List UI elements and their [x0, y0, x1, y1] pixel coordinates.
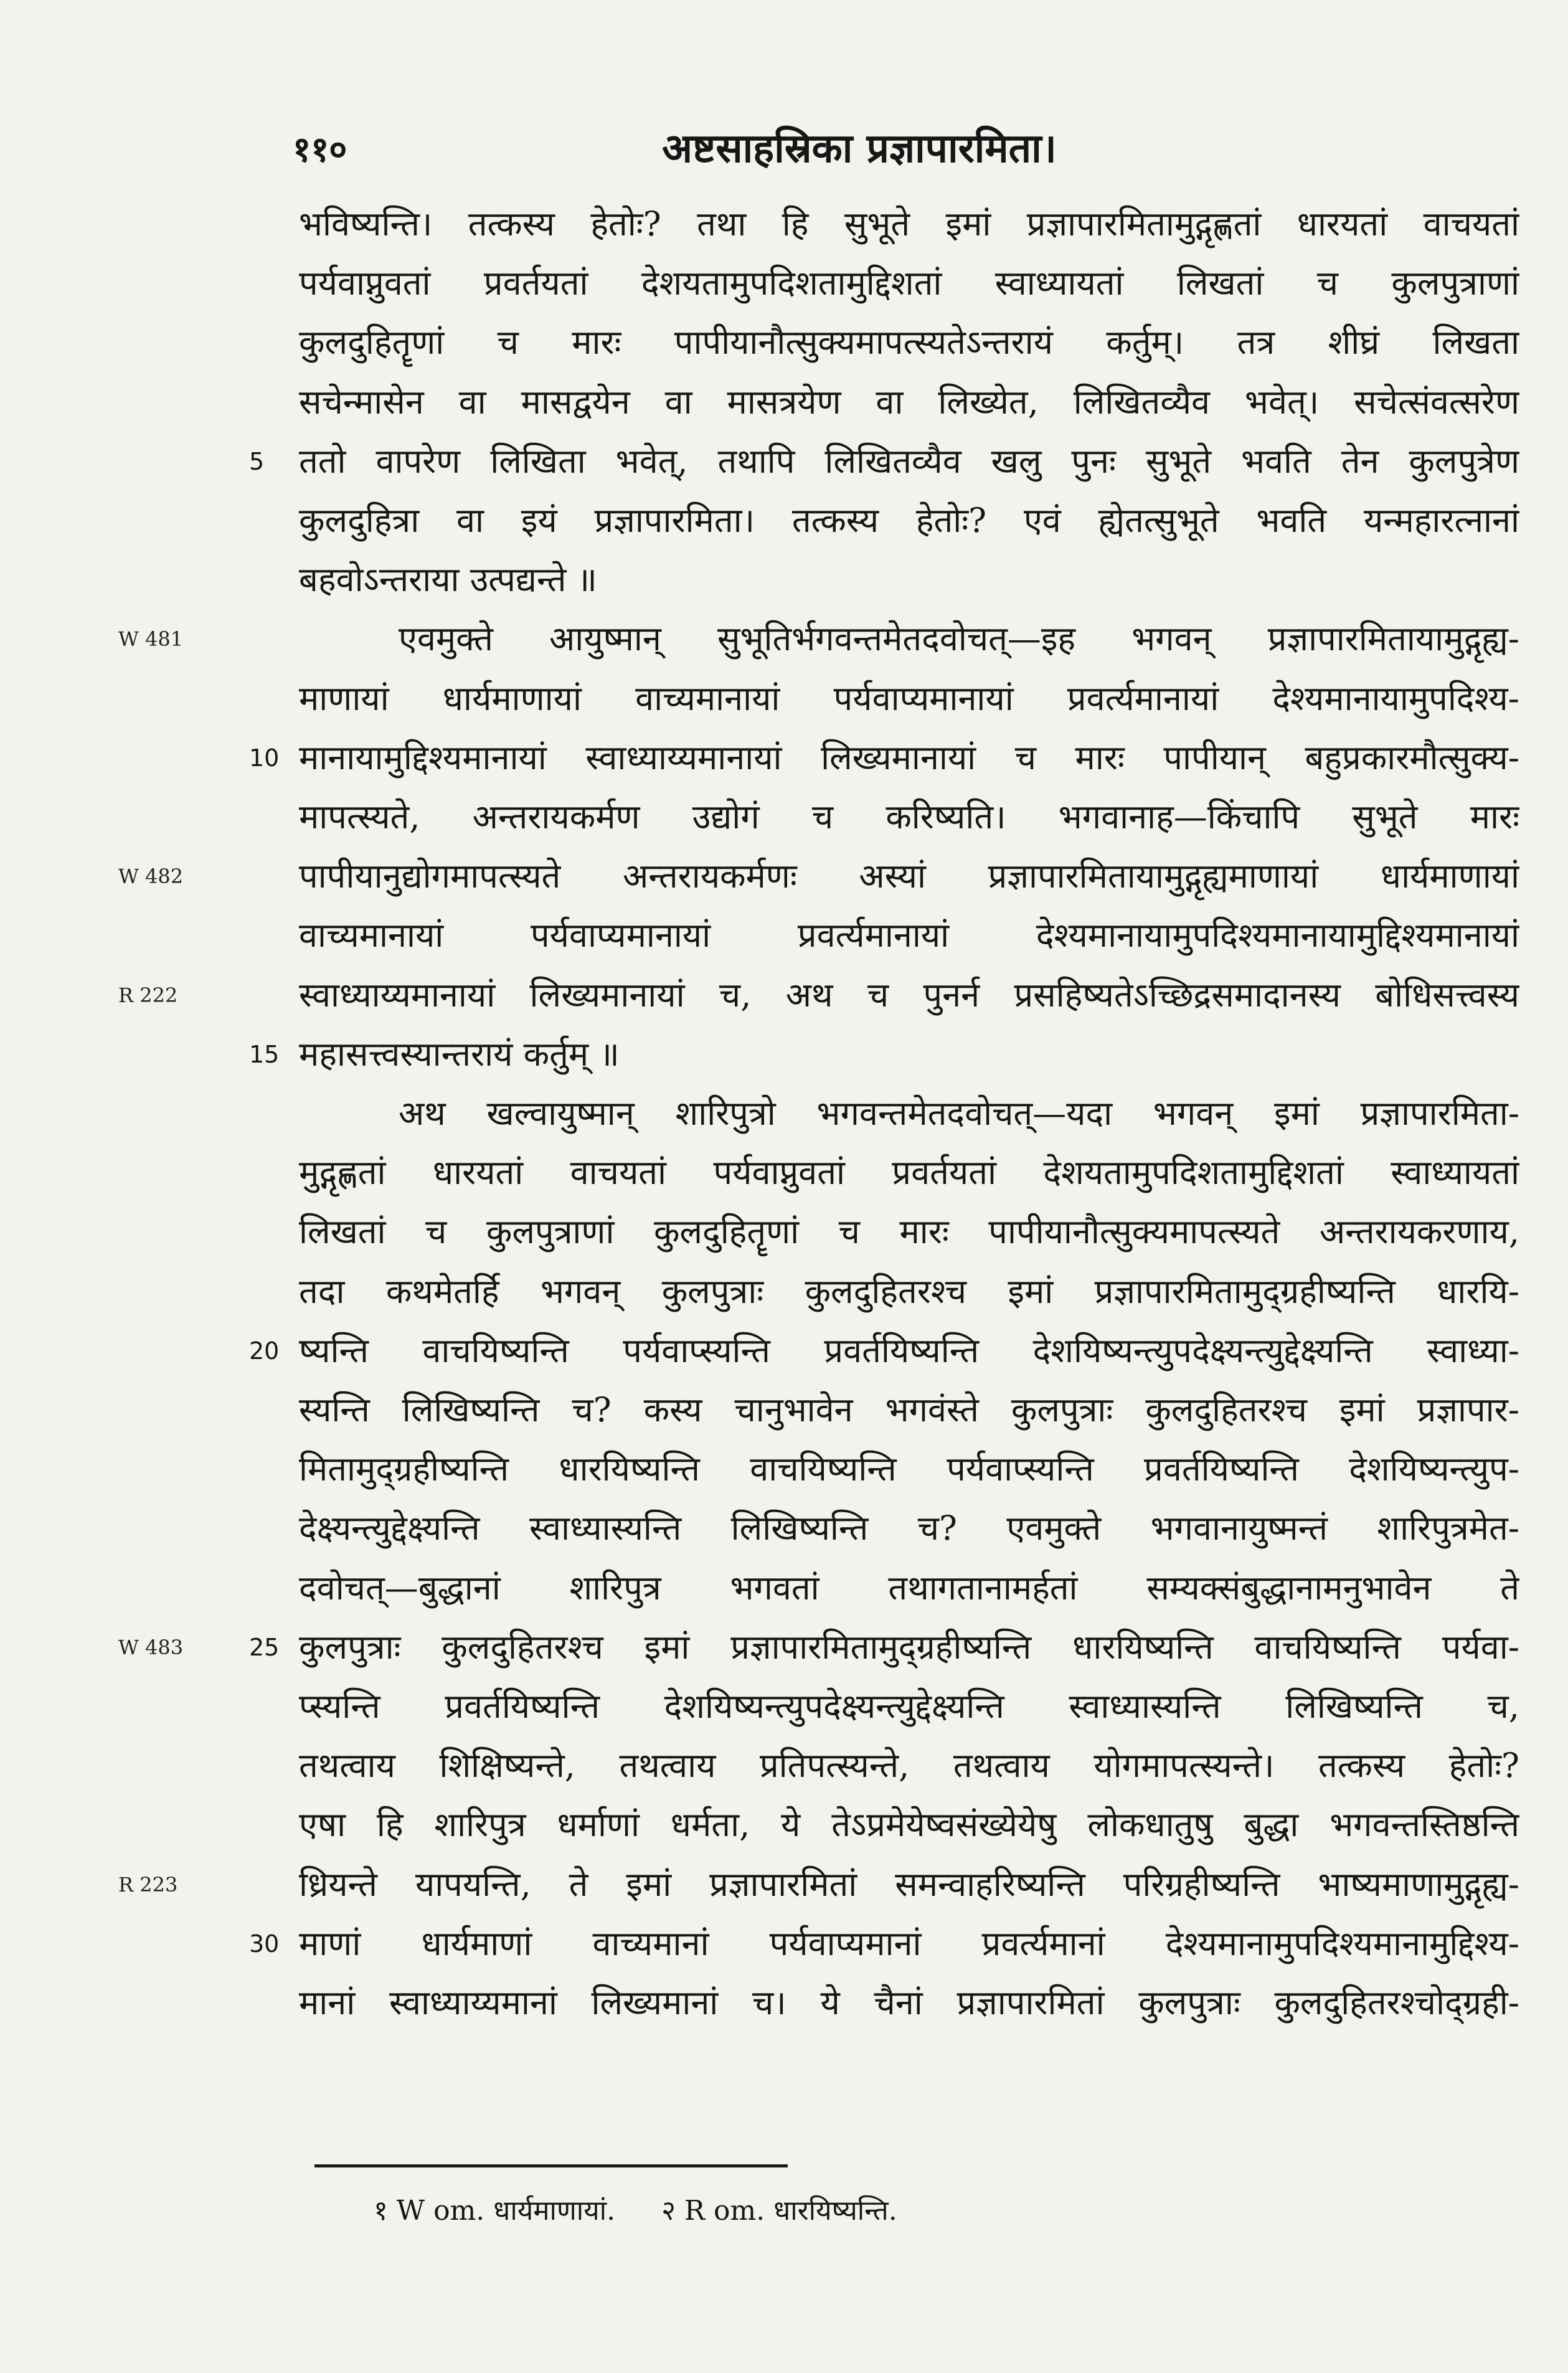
line-number: 30 — [249, 1930, 280, 1958]
text-line: ष्यन्ति वाचयिष्यन्ति पर्यवाप्स्यन्ति प्रवर्तयिष्यन्ति देशयिष्यन्त्युपदेक्ष्यन्त्युद्देक्ष्यन्ति स्वाध्या- — [299, 1331, 1519, 1370]
text-line: अथ खल्वायुष्मान् शारिपुत्रो भगवन्तमेतदवोचत्—यदा भगवन् इमां प्रज्ञापारमिता- — [399, 1094, 1519, 1133]
footnote-divider — [314, 2164, 788, 2167]
text-line: वाच्यमानायां पर्यवाप्यमानायां प्रवर्त्यमानायां देश्यमानायामुपदिश्यमानायामुद्दिश्यमानायां — [299, 916, 1519, 955]
text-line: मानां स्वाध्याय्यमानां लिख्यमानां च। ये चैनां प्रज्ञापारमितां कुलपुत्राः कुलदुहितरश्चोद्ग्रही- — [299, 1983, 1519, 2022]
margin-reference: W 482 — [118, 864, 184, 888]
text-line: देक्ष्यन्त्युद्देक्ष्यन्ति स्वाध्यास्यन्ति लिखिष्यन्ति च? एवमुक्ते भगवानायुष्मन्तं शारिपुत्रमेत- — [299, 1509, 1519, 1548]
line-number: 20 — [249, 1337, 280, 1365]
text-line: पर्यवाप्नुवतां प्रवर्तयतां देशयतामुपदिशतामुद्दिशतां स्वाध्यायतां लिखतां च कुलपुत्राणां — [299, 263, 1519, 303]
text-line: मुद्गृह्णतां धारयतां वाचयतां पर्यवाप्नुवतां प्रवर्तयतां देशयतामुपदिशतामुद्दिशतां स्वाध्यायतां — [299, 1153, 1519, 1192]
line-number: 10 — [249, 744, 280, 772]
text-line: स्यन्ति लिखिष्यन्ति च? कस्य चानुभावेन भगवंस्ते कुलपुत्राः कुलदुहितरश्च इमां प्रज्ञापार- — [299, 1390, 1519, 1429]
footnote: १ W om. धार्यमाणायां. — [374, 2195, 616, 2227]
footnotes — [374, 2183, 1495, 2239]
text-line: दवोचत्—बुद्धानां शारिपुत्र भगवतां तथागतानामर्हतां सम्यक्संबुद्धानामनुभावेन ते — [299, 1568, 1519, 1608]
text-line: मितामुद्ग्रहीष्यन्ति धारयिष्यन्ति वाचयिष्यन्ति पर्यवाप्स्यन्ति प्रवर्तयिष्यन्ति देशयिष्यन्त्युप- — [299, 1449, 1519, 1489]
line-number: 5 — [249, 448, 265, 475]
text-line: कुलपुत्राः कुलदुहितरश्च इमां प्रज्ञापारमितामुद्ग्रहीष्यन्ति धारयिष्यन्ति वाचयिष्यन्ति पर्यवा- — [299, 1627, 1519, 1667]
running-title: अष्टसाहस्रिका प्रज्ञापारमिता। — [662, 125, 1057, 172]
text-line: कुलदुहितॄणां च मारः पापीयानौत्सुक्यमापत्स्यतेऽन्तरायं कर्तुम्। तत्र शीघ्रं लिखता — [299, 323, 1519, 362]
text-line: लिखतां च कुलपुत्राणां कुलदुहितॄणां च मारः पापीयानौत्सुक्यमापत्स्यते अन्तरायकरणाय, — [299, 1212, 1519, 1251]
text-line: कुलदुहित्रा वा इयं प्रज्ञापारमिता। तत्कस्य हेतोः? एवं ह्येतत्सुभूते भवति यन्महारत्नानां — [299, 501, 1519, 540]
text-line: एषा हि शारिपुत्र धर्माणां धर्मता, ये तेऽप्रमेयेष्वसंख्येयेषु लोकधातुषु बुद्धा भगवन्तस्तिष्ठन्ति — [299, 1805, 1519, 1844]
text-line: सचेन्मासेन वा मासद्वयेन वा मासत्रयेण वा लिख्येत, लिखितव्यैव भवेत्। सचेत्संवत्सरेण — [299, 382, 1519, 422]
line-number: 25 — [249, 1634, 280, 1661]
margin-reference: W 483 — [118, 1636, 184, 1659]
text-line: भविष्यन्ति। तत्कस्य हेतोः? तथा हि सुभूते इमां प्रज्ञापारमितामुद्गृह्णतां धारयतां वाचयतां — [299, 204, 1519, 244]
text-line: प्स्यन्ति प्रवर्तयिष्यन्ति देशयिष्यन्त्युपदेक्ष्यन्त्युद्देक्ष्यन्ति स्वाध्यास्यन्ति लिखिष्यन्ति च, — [299, 1687, 1519, 1726]
text-line: ध्रियन्ते यापयन्ति, ते इमां प्रज्ञापारमितां समन्वाहरिष्यन्ति परिग्रहीष्यन्ति भाष्यमाणामुद्गृह्य- — [299, 1865, 1519, 1904]
margin-reference: W 481 — [118, 627, 184, 651]
margin-reference: R 223 — [118, 1873, 178, 1897]
text-line: एवमुक्ते आयुष्मान् सुभूतिर्भगवन्तमेतदवोचत्—इह भगवन् प्रज्ञापारमितायामुद्गृह्य- — [399, 619, 1519, 658]
text-line: ततो वापरेण लिखिता भवेत्, तथापि लिखितव्यैव खलु पुनः सुभूते भवति तेन कुलपुत्रेण — [299, 442, 1519, 481]
text-line: तदा कथमेतर्हि भगवन् कुलपुत्राः कुलदुहितरश्च इमां प्रज्ञापारमितामुद्ग्रहीष्यन्ति धारयि- — [299, 1272, 1519, 1311]
text-line: महासत्त्वस्यान्तरायं कर्तुम् ॥ — [299, 1035, 620, 1074]
text-line: तथत्वाय शिक्षिष्यन्ते, तथत्वाय प्रतिपत्स्यन्ते, तथत्वाय योगमापत्स्यन्ते। तत्कस्य हेतोः? — [299, 1746, 1519, 1785]
text-line: मानायामुद्दिश्यमानायां स्वाध्याय्यमानायां लिख्यमानायां च मारः पापीयान् बहुप्रकारमौत्सुक्य- — [299, 738, 1519, 777]
text-line: बहवोऽन्तराया उत्पद्यन्ते ॥ — [299, 560, 597, 599]
text-line: माणायां धार्यमाणायां वाच्यमानायां पर्यवाप्यमानायां प्रवर्त्यमानायां देश्यमानायामुपदिश्य- — [299, 679, 1519, 718]
page-header — [0, 106, 1568, 174]
text-line: पापीयानुद्योगमापत्स्यते अन्तरायकर्मणः अस्यां प्रज्ञापारमितायामुद्गृह्यमाणायां धार्यमाणायां — [299, 856, 1519, 896]
text-line: मापत्स्यते, अन्तरायकर्मण उद्योगं च करिष्यति। भगवानाह—किंचापि सुभूते मारः — [299, 797, 1519, 836]
page-number: ११० — [293, 129, 347, 170]
text-line: स्वाध्याय्यमानायां लिख्यमानायां च, अथ च पुनर्न प्रसहिष्यतेऽच्छिद्रसमादानस्य बोधिसत्त्वस्य — [299, 975, 1519, 1015]
text-line: माणां धार्यमाणां वाच्यमानां पर्यवाप्यमानां प्रवर्त्यमानां देश्यमानामुपदिश्यमानामुद्दिश्य- — [299, 1924, 1519, 1963]
line-number: 15 — [249, 1041, 280, 1068]
footnote: २ R om. धारयिष्यन्ति. — [661, 2195, 897, 2227]
margin-reference: R 222 — [118, 983, 178, 1007]
